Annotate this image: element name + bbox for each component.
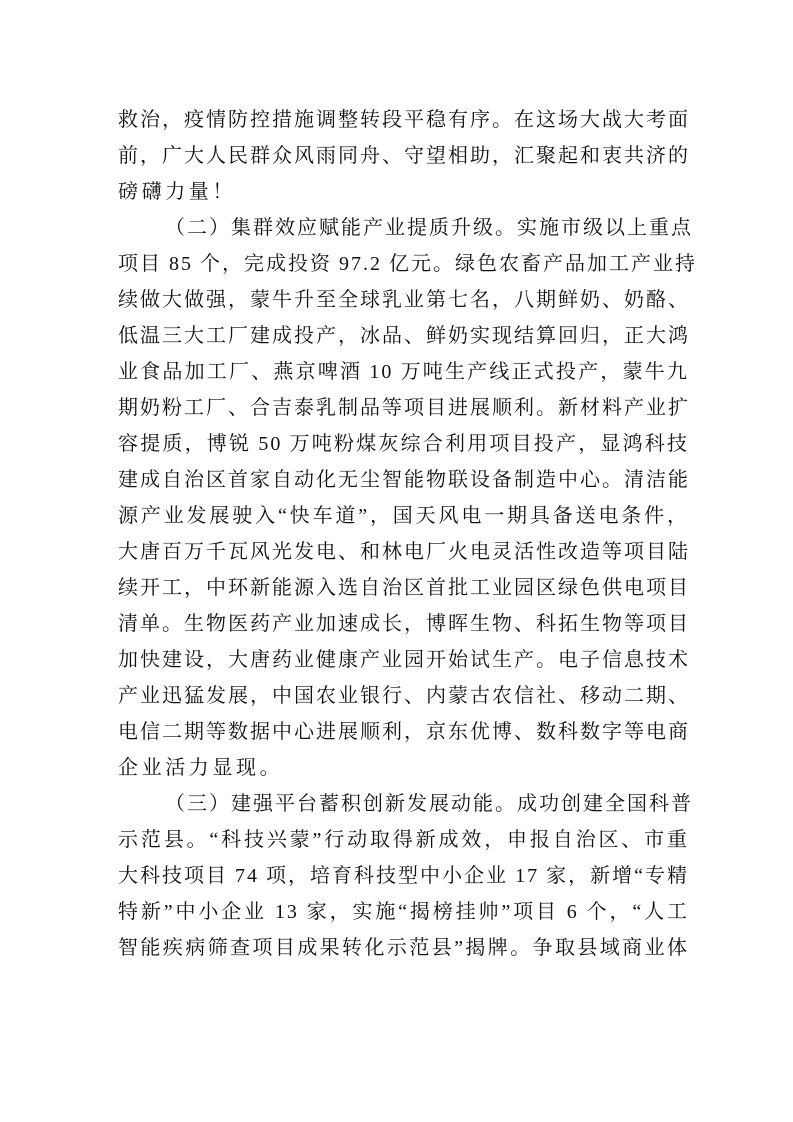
text-line: 磅礴力量！ <box>118 181 236 203</box>
text-line: 建成自治区首家自动化无尘智能物联设备制造中心。清洁能 <box>118 469 690 491</box>
text-line: 加快建设，大唐药业健康产业园开始试生产。电子信息技术 <box>118 649 690 671</box>
text-line: 容提质，博锐 50 万吨粉煤灰综合利用项目投产，显鸿科技 <box>118 433 689 455</box>
text-line: 续做大做强，蒙牛升至全球乳业第七名，八期鲜奶、奶酪、 <box>118 289 690 311</box>
section-heading-line: （二）集群效应赋能产业提质升级。实施市级以上重点 <box>165 217 693 239</box>
text-line: 期奶粉工厂、合吉泰乳制品等项目进展顺利。新材料产业扩 <box>118 397 690 419</box>
text-line: 源产业发展驶入“快车道”，国天风电一期具备送电条件， <box>118 505 689 527</box>
text-line: 智能疾病筛查项目成果转化示范县”揭牌。争取县域商业体 <box>118 937 689 959</box>
text-line: 示范县。“科技兴蒙”行动取得新成效，申报自治区、市重 <box>118 829 689 851</box>
text-line: 项目 85 个，完成投资 97.2 亿元。绿色农畜产品加工产业持 <box>118 253 697 275</box>
section-heading-line: （三）建强平台蓄积创新发展动能。成功创建全国科普 <box>165 793 693 815</box>
text-line: 救治，疫情防控措施调整转段平稳有序。在这场大战大考面 <box>118 109 690 131</box>
text-line: 续开工，中环新能源入选自治区首批工业园区绿色供电项目 <box>118 577 690 599</box>
text-line: 产业迅猛发展，中国农业银行、内蒙古农信社、移动二期、 <box>118 685 690 707</box>
text-line: 大科技项目 74 项，培育科技型中小企业 17 家，新增“专精 <box>118 865 689 887</box>
text-line: 企业活力显现。 <box>118 757 284 779</box>
text-line: 低温三大工厂建成投产，冰品、鲜奶实现结算回归，正大鸿 <box>118 325 690 347</box>
text-line: 清单。生物医药产业加速成长，博晖生物、科拓生物等项目 <box>118 613 690 635</box>
text-line: 业食品加工厂、燕京啤酒 10 万吨生产线正式投产，蒙牛九 <box>118 361 689 383</box>
text-line: 特新”中小企业 13 家，实施“揭榜挂帅”项目 6 个，“人工 <box>118 901 689 923</box>
text-line: 大唐百万千瓦风光发电、和林电厂火电灵活性改造等项目陆 <box>118 541 690 563</box>
document-page <box>118 102 697 966</box>
text-line: 前，广大人民群众风雨同舟、守望相助，汇聚起和衷共济的 <box>118 145 690 167</box>
text-line: 电信二期等数据中心进展顺利，京东优博、数科数字等电商 <box>118 721 690 743</box>
